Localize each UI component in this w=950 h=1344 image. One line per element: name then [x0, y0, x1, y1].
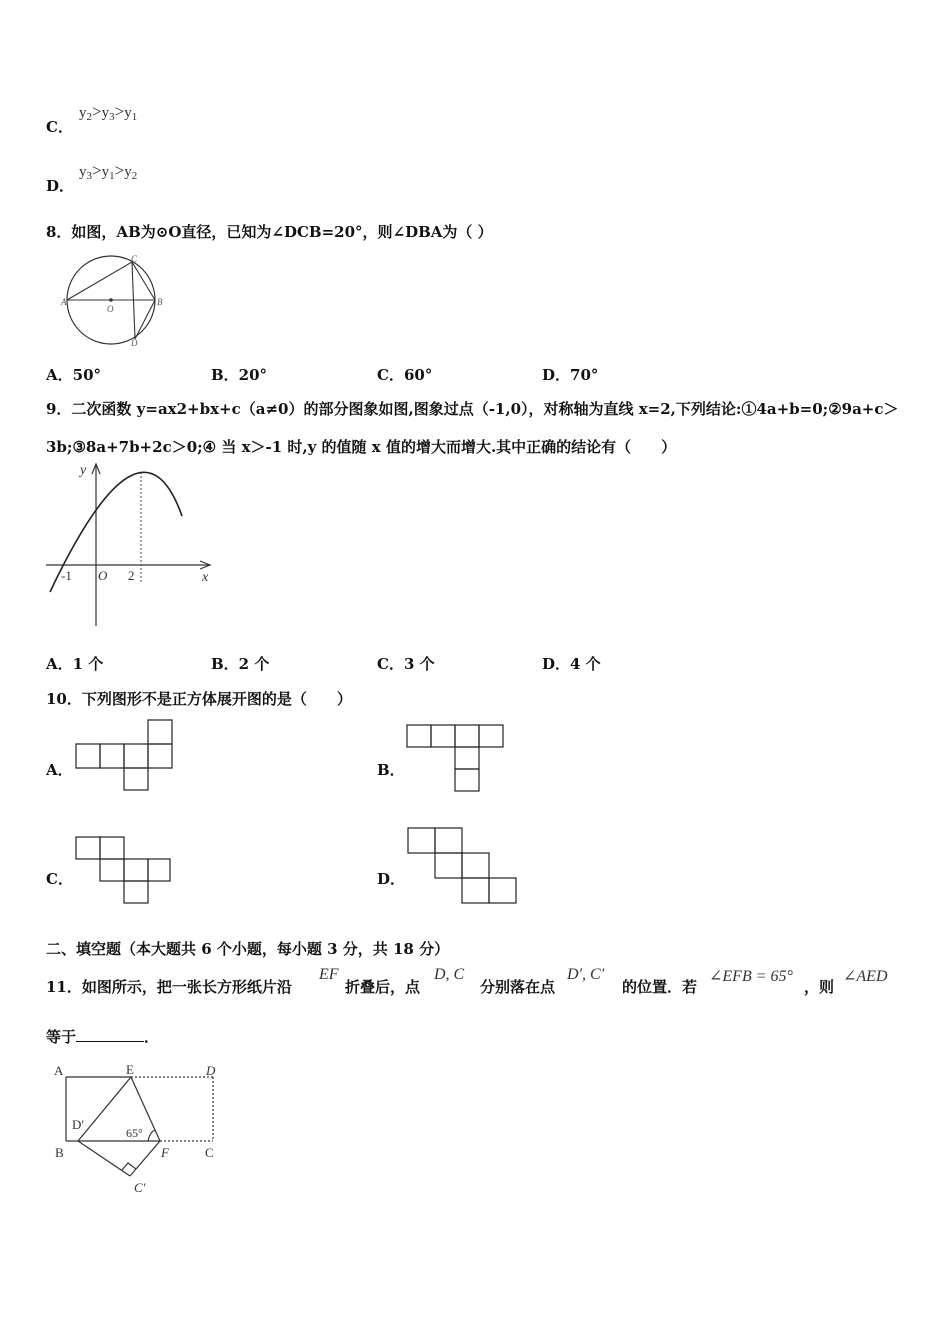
label-b: B [157, 297, 163, 307]
fig-label-f: F [161, 1145, 169, 1160]
q11-fold-figure [50, 1058, 225, 1198]
q11-d-c: D, C [434, 966, 465, 983]
q8-option-d: D．70° [542, 366, 599, 384]
q9-option-c: C．3 个 [377, 655, 435, 673]
label-y: y [80, 463, 87, 478]
q10-net-b [405, 723, 505, 793]
label-neg1: -1 [61, 568, 72, 583]
fig-label-e: E [126, 1062, 134, 1077]
label-a: A [61, 297, 67, 307]
fig-label-b: B [55, 1145, 64, 1160]
chord-db [135, 300, 155, 339]
q8-option-c: C．60° [377, 366, 433, 384]
q9-option-a: A．1 个 [46, 655, 104, 673]
label-o: O [107, 304, 114, 314]
label-origin: O [98, 568, 108, 583]
q11-ef: EF [319, 966, 339, 983]
q9-parabola-figure [42, 458, 222, 630]
q8-option-a: A．50° [46, 366, 102, 384]
q8-option-b: B．20° [211, 366, 268, 384]
q8-question-text: 8．如图，AB为⊙O直径，已知为∠DCB=20°，则∠DBA为（ ） [46, 223, 493, 241]
q10-option-d-label: D． [377, 870, 406, 888]
fig-label-c: C [205, 1145, 214, 1160]
answer-blank[interactable] [76, 1027, 144, 1042]
label-d: D [131, 338, 138, 346]
chord-cb [132, 262, 155, 300]
label-x: x [202, 570, 209, 585]
q10-net-c [74, 835, 176, 907]
q9-option-d: D．4 个 [542, 655, 601, 673]
label-c: C [131, 254, 138, 264]
q9-question-line1: 9．二次函数 y=ax2+bx+c（a≠0）的部分图象如图,图象过点（-1,0），对称轴为直线 x=2,下列结论:①4a+b=0;②9a+c＞ [46, 400, 899, 418]
q10-question-text: 10．下列图形不是正方体展开图的是（ ） [46, 690, 352, 708]
q10-option-a-label: A． [46, 761, 73, 779]
chord-ac [67, 262, 132, 300]
q11-text-part3: 分别落在点 [480, 978, 556, 996]
q10-option-c-label: C． [46, 870, 73, 888]
q7-option-c-expression: $y_2>y_3>y_1$ [79, 102, 138, 123]
label-two: 2 [128, 568, 135, 583]
fig-label-d-prime: D′ [72, 1117, 85, 1132]
q7-option-d-expression: $y_3>y_1>y_2$ [79, 161, 138, 182]
q9-option-b: B．2 个 [211, 655, 270, 673]
q10-option-b-label: B． [377, 761, 405, 779]
fig-label-d: D [206, 1063, 216, 1078]
q11-text-part4: 的位置．若 [622, 978, 698, 996]
q11-text-part6: 等于 ． [46, 1028, 160, 1046]
q11-angle-efb: ∠EFB = 65° [709, 968, 793, 985]
fig-label-angle: 65° [126, 1126, 143, 1140]
q7-option-c-label: C． [46, 118, 73, 136]
q11-angle-aed: ∠AED [843, 968, 888, 985]
q7-option-d-label: D． [46, 177, 75, 195]
q11-text-part1: 11．如图所示，把一张长方形纸片沿 [46, 978, 292, 996]
fig-label-a: A [54, 1063, 64, 1078]
q9-question-line2: 3b;③8a+7b+2c＞0;④ 当 x＞-1 时,y 的值随 x 值的增大而增大.其中正确的结论有（ ） [46, 438, 677, 456]
center-point [109, 298, 113, 302]
q11-text-part5: ，则 [804, 978, 835, 996]
fig-label-c-prime: C′ [134, 1180, 146, 1195]
q10-net-d [405, 826, 520, 906]
section-2-heading: 二、填空题（本大题共 6 个小题，每小题 3 分，共 18 分） [46, 940, 450, 958]
q8-circle-figure [60, 254, 170, 346]
q11-d-c-prime: D′, C′ [567, 966, 605, 983]
q10-net-a [74, 718, 176, 792]
q11-text-part2: 折叠后，点 [345, 978, 421, 996]
